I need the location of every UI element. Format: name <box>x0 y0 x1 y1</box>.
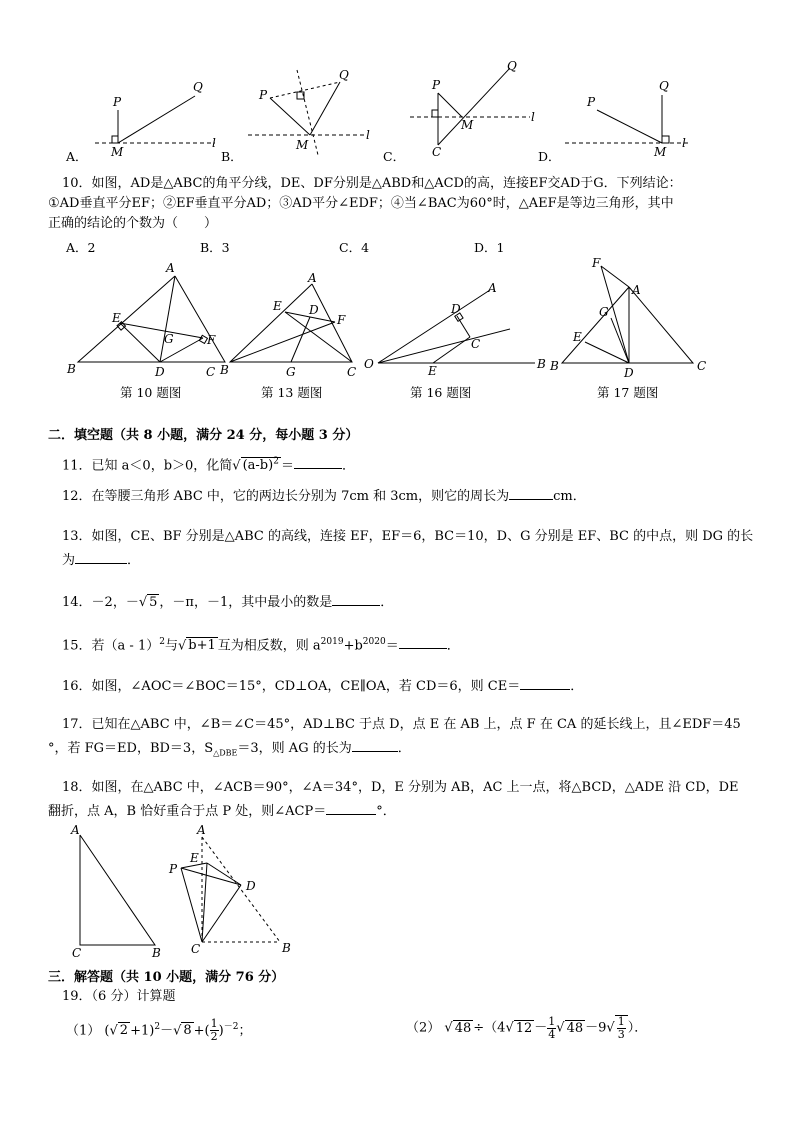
q14: 14．－2，－√ 5 ，－π，－1，其中最小的数是 ． <box>62 591 393 613</box>
option-a-label: A． <box>66 149 88 164</box>
q19-title: 19．（6 分）计算题 <box>62 989 176 1004</box>
point-label: D <box>246 879 256 893</box>
point-label: A <box>308 271 317 285</box>
q12: 12．在等腰三角形 ABC 中，它的两边长分别为 7cm 和 3cm，则它的周长为 cm． <box>62 485 586 507</box>
point-label: C <box>191 942 201 956</box>
section2-heading: 二．填空题（共 8 小题，满分 24 分，每小题 3 分） <box>48 428 359 443</box>
point-label: D <box>624 366 634 380</box>
figure-stroke <box>202 837 280 942</box>
q18-fig-left <box>80 835 155 945</box>
point-label: A <box>488 281 497 295</box>
point-label: C <box>432 145 442 159</box>
point-label: E <box>428 364 437 378</box>
point-label: B <box>550 359 559 373</box>
q18-line2: 翻折，点 A，B 恰好重合于点 P 处，则∠ACP＝ °． <box>48 800 396 822</box>
point-label: Q <box>339 68 349 82</box>
q19-part2: （2） √ 48 ÷（4√ 12 － $\frac{1}{4}$ √ 48 －9√ $\frac{1}{3}$ ）． <box>406 1014 648 1041</box>
option-b-label: B． <box>221 149 243 164</box>
point-label: Q <box>659 79 669 93</box>
point-label: C <box>206 365 216 379</box>
q16: 16．如图，∠AOC＝∠BOC＝15°，CD⊥OA，CE∥OA，若 CD＝6，则 CE＝ ． <box>62 675 583 697</box>
q10-opt-b: B．3 <box>200 240 230 255</box>
q10-line2: ①AD垂直平分EF；②EF垂直平分AD；③AD平分∠EDF；④当∠BAC为60°时，△AEF是等边三角形，其中 <box>48 196 674 211</box>
point-label: A <box>71 823 80 837</box>
point-label: l <box>682 136 686 150</box>
q11: 11．已知 a＜0，b＞0，化简√ $(a-b)^2$ ＝ ． <box>62 452 355 476</box>
q10-opt-a: A．2 <box>66 240 96 255</box>
point-label: G <box>599 305 609 319</box>
fig-a-p: P <box>113 95 122 109</box>
point-label: A <box>197 823 206 837</box>
fig17-caption: 第 17 题图 <box>597 385 659 400</box>
point-label: M <box>296 138 309 152</box>
figure-stroke <box>181 868 202 942</box>
fig-a-m: M <box>111 145 124 159</box>
point-label: E <box>573 330 582 344</box>
point-label: M <box>461 118 474 132</box>
q17-line1: 17．已知在△ABC 中，∠B＝∠C＝45°，AD⊥BC 于点 D，点 E 在 AB 上，点 F 在 CA 的延长线上，且∠EDF＝45 <box>62 717 741 732</box>
point-label: O <box>364 357 374 371</box>
q17-line2: °，若 FG＝ED，BD＝3，$S_{\triangle DBE}=3$，则 AG 的长为 ． <box>48 737 411 764</box>
point-label: D <box>155 365 165 379</box>
option-d-label: D． <box>538 149 561 164</box>
point-label: G <box>164 332 174 346</box>
fig16-caption: 第 16 题图 <box>410 385 472 400</box>
fig10-caption: 第 10 题图 <box>120 385 182 400</box>
option-c-label: C． <box>383 149 406 164</box>
figure-stroke <box>181 868 241 885</box>
fig-a-q: Q <box>193 80 203 94</box>
point-label: Q <box>507 59 517 73</box>
point-label: B <box>537 357 546 371</box>
point-label: P <box>432 78 441 92</box>
fig13-caption: 第 13 题图 <box>261 385 323 400</box>
point-label: A <box>632 283 641 297</box>
point-label: C <box>471 337 481 351</box>
point-label: M <box>654 145 667 159</box>
q15: 15．若（a - 1）$^2$与√ b+1 互为相反数，则 $a^{2019}+b^{2020}=$ ． <box>62 632 460 656</box>
q13-line1: 13．如图，CE、BF 分别是△ABC 的高线，连接 EF，EF＝6，BC＝10，D、G 分别是 EF、BC 的中点，则 DG 的长 <box>62 529 754 544</box>
fig-a-l: l <box>212 136 216 150</box>
point-label: B <box>220 363 229 377</box>
point-label: F <box>592 256 601 270</box>
point-label: C <box>697 359 707 373</box>
point-label: G <box>286 365 296 379</box>
point-label: B <box>282 941 291 955</box>
point-label: B <box>67 362 76 376</box>
point-label: F <box>207 333 216 347</box>
point-label: D <box>309 303 319 317</box>
figure-stroke <box>80 835 155 945</box>
point-label: C <box>72 946 82 960</box>
q18-line1: 18．如图，在△ABC 中，∠ACB＝90°，∠A＝34°，D，E 分别为 AB，AC 上一点，将△BCD，△ADE 沿 CD，DE <box>62 780 739 795</box>
point-label: E <box>273 299 282 313</box>
point-label: B <box>152 946 161 960</box>
point-label: E <box>112 311 121 325</box>
q10-line3: 正确的结论的个数为（ ） <box>48 216 218 231</box>
point-label: A <box>166 261 175 275</box>
section3-heading: 三．解答题（共 10 小题，满分 76 分） <box>48 970 285 985</box>
q10-line1: 10．如图，AD是△ABC的角平分线，DE、DF分别是△ABD和△ACD的高，连接EF交AD于G．下列结论： <box>62 176 682 191</box>
q13-line2: 为 ． <box>62 549 140 571</box>
point-label: P <box>259 88 268 102</box>
point-label: D <box>451 302 461 316</box>
point-label: l <box>366 128 370 142</box>
point-label: E <box>190 851 199 865</box>
point-label: P <box>587 95 596 109</box>
point-label: P <box>169 862 178 876</box>
point-label: F <box>337 313 346 327</box>
point-label: C <box>347 365 357 379</box>
q19-part1: （1） (√ 2 +1)$^2$－√ 8 +( $\frac{1}{2}$ )$^{-2}$； <box>66 1017 252 1044</box>
q10-opt-d: D．1 <box>474 240 505 255</box>
figure-stroke <box>202 885 241 942</box>
q10-opt-c: C．4 <box>339 240 370 255</box>
point-label: l <box>531 110 535 124</box>
